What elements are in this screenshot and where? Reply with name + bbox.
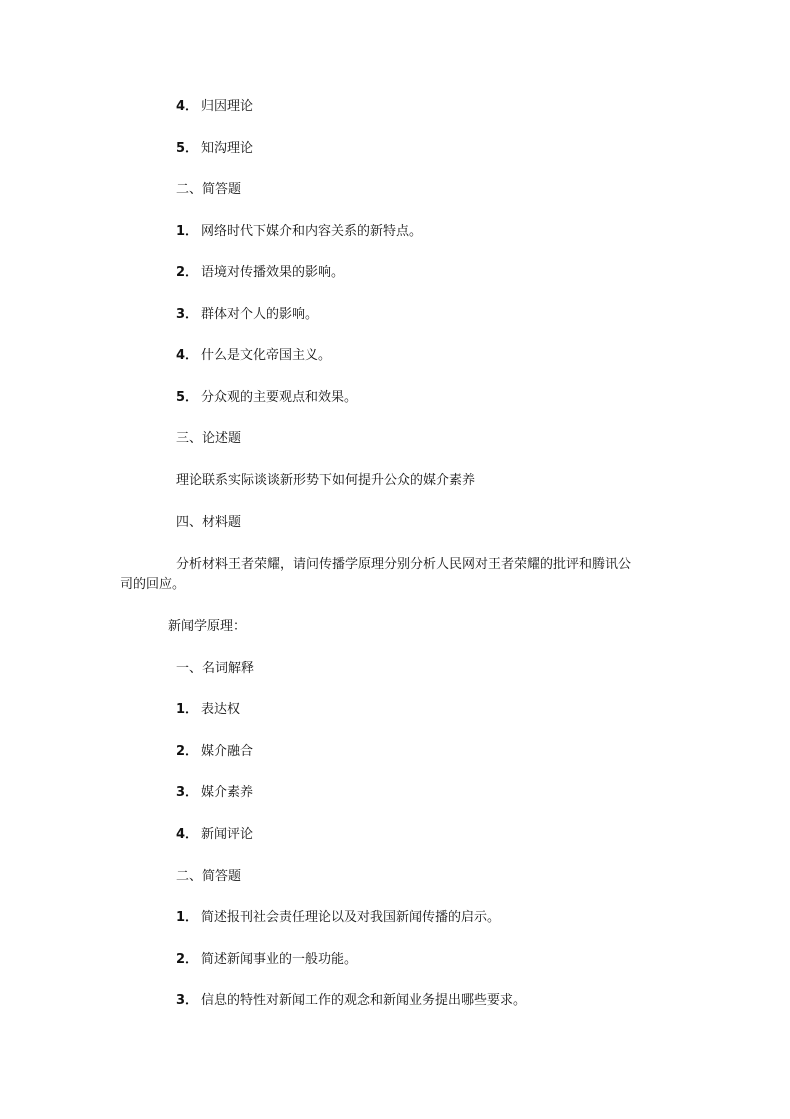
- list-item: [176, 222, 422, 242]
- section-heading: [176, 429, 241, 449]
- item-number: 5．: [176, 141, 199, 156]
- item-text: 知沟理论: [201, 141, 254, 156]
- section-heading: [176, 180, 241, 200]
- material-paragraph: [120, 555, 680, 595]
- item-text: 群体对个人的影响。: [201, 307, 319, 322]
- heading-text: 四、材料题: [176, 515, 242, 530]
- item-text: 表达权: [201, 702, 241, 717]
- item-text: 简述报刊社会责任理论以及对我国新闻传播的启示。: [201, 910, 501, 925]
- item-number: 3．: [176, 307, 199, 322]
- heading-text: 三、论述题: [176, 431, 242, 446]
- list-item: [176, 346, 331, 366]
- list-item: [176, 742, 253, 762]
- item-number: 2．: [176, 952, 199, 967]
- item-number: 1．: [176, 224, 199, 239]
- section-title-text: 新闻学原理：: [168, 619, 247, 634]
- item-text: 什么是文化帝国主义。: [201, 348, 332, 363]
- list-item: [176, 825, 253, 845]
- item-number: 5．: [176, 390, 199, 405]
- heading-text: 二、简答题: [176, 869, 242, 884]
- list-item: [176, 97, 253, 117]
- list-item: [176, 700, 240, 720]
- item-text: 分众观的主要观点和效果。: [201, 390, 358, 405]
- list-item: [176, 263, 344, 283]
- list-item: [176, 139, 253, 159]
- section-heading: [176, 513, 241, 533]
- item-number: 4．: [176, 348, 199, 363]
- item-text: 简述新闻事业的一般功能。: [201, 952, 358, 967]
- question-text: 理论联系实际谈谈新形势下如何提升公众的媒介素养: [176, 473, 476, 488]
- item-number: 1．: [176, 910, 199, 925]
- list-item: [176, 388, 357, 408]
- heading-text: 二、简答题: [176, 182, 242, 197]
- item-number: 2．: [176, 265, 199, 280]
- paragraph-line: 分析材料王者荣耀，请问传播学原理分别分析人民网对王者荣耀的批评和腾讯公: [176, 557, 632, 572]
- list-item: [176, 991, 526, 1011]
- item-number: 4．: [176, 99, 199, 114]
- item-text: 网络时代下媒介和内容关系的新特点。: [201, 224, 423, 239]
- item-number: 3．: [176, 785, 199, 800]
- heading-text: 一、名词解释: [176, 661, 255, 676]
- list-item: [176, 908, 500, 928]
- item-text: 语境对传播效果的影响。: [201, 265, 345, 280]
- paragraph-line: 司的回应。: [120, 577, 186, 592]
- item-number: 1．: [176, 702, 199, 717]
- item-text: 信息的特性对新闻工作的观念和新闻业务提出哪些要求。: [201, 993, 527, 1008]
- item-number: 2．: [176, 744, 199, 759]
- list-item: [176, 950, 357, 970]
- section-title: [168, 617, 246, 637]
- item-text: 归因理论: [201, 99, 254, 114]
- item-number: 4．: [176, 827, 199, 842]
- item-text: 新闻评论: [201, 827, 254, 842]
- list-item: [176, 305, 318, 325]
- section-heading: [176, 659, 254, 679]
- item-text: 媒介融合: [201, 744, 254, 759]
- item-text: 媒介素养: [201, 785, 254, 800]
- section-heading: [176, 867, 241, 887]
- list-item: [176, 783, 253, 803]
- essay-question: [176, 471, 475, 491]
- item-number: 3．: [176, 993, 199, 1008]
